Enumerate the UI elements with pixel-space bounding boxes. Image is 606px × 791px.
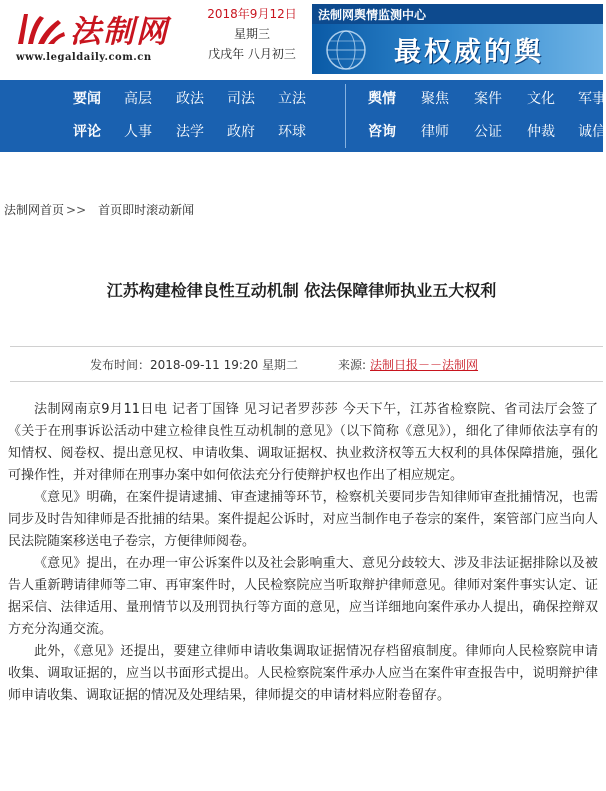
logo-url: www.legaldaily.com.cn: [16, 52, 152, 63]
banner-slogan: 最权威的舆: [394, 37, 544, 68]
opinion-center-banner[interactable]: [312, 4, 603, 74]
nav-item-huanqiu[interactable]: 环球: [278, 124, 306, 140]
article-paragraph-1: 法制网南京9月11日电 记者丁国锋 见习记者罗莎莎 今天下午，江苏省检察院、省司法厅会签了《关于在刑事诉讼活动中建立检律良性互动机制的意见》（以下简称《意见》），细化了律师依法享有的知情权、阅卷权、提出意见权、申请收集、调取证据权、执业救济权等五大权利的具体保障措施，强化可操作性，并对律师在刑事办案中如何依法充分行使辩护权也作出了相应规定。: [8, 402, 598, 483]
nav-item-jujiao[interactable]: 聚焦: [421, 91, 449, 107]
nav-item-wenhua[interactable]: 文化: [527, 91, 555, 107]
nav-item-lifa[interactable]: 立法: [278, 91, 306, 107]
article-title: 江苏构建检律良性互动机制 依法保障律师执业五大权利: [106, 281, 497, 300]
meta-bottom-divider: [10, 381, 603, 382]
breadcrumb-current-link[interactable]: 首页即时滚动新闻: [98, 203, 195, 217]
lunar-date: 戊戌年 八月初三: [208, 47, 296, 61]
nav-item-anjian[interactable]: 案件: [474, 91, 502, 107]
article-paragraph-2: 《意见》明确，在案件提请逮捕、审查逮捕等环节，检察机关要同步告知律师审查批捕情况，也需同步及时告知律师是否批捕的结果。案件提起公诉时，对应当制作电子卷宗的案件，案管部门应当向人民法院随案移送电子卷宗，方便律师阅卷。: [8, 490, 598, 549]
banner-title-bar: [312, 4, 603, 24]
source-link[interactable]: 法制日报－－法制网: [370, 358, 479, 372]
date-box: [200, 4, 304, 64]
nav-item-pinglun[interactable]: 评论: [73, 124, 101, 140]
nav-item-chengxin[interactable]: 诚信: [578, 124, 606, 140]
nav-item-renshi[interactable]: 人事: [124, 124, 152, 140]
nav-item-zhengfa[interactable]: 政法: [176, 91, 204, 107]
site-header: [0, 0, 603, 80]
article-paragraph-3: 《意见》提出，在办理一审公诉案件以及社会影响重大、意见分歧较大、涉及非法证据排除以及被告人重新聘请律师等二审、再审案件时，人民检察院应当听取辩护律师意见。律师对案件事实认定、证据采信、法律适用、量刑情节以及刑罚执行等方面的意见，应当详细地向案件承办人提出，确保控辩双方充分沟通交流。: [8, 556, 598, 637]
current-weekday: 星期三: [233, 27, 270, 41]
nav-item-yaowen[interactable]: 要闻: [73, 91, 101, 107]
nav-item-gaoceng[interactable]: 高层: [124, 91, 152, 107]
nav-item-zhongcai[interactable]: 仲裁: [527, 124, 555, 140]
nav-row-2: [0, 115, 606, 149]
nav-item-junshi[interactable]: 军事: [578, 91, 606, 107]
nav-item-yuqing[interactable]: 舆情: [368, 91, 396, 107]
nav-item-lvshi[interactable]: 律师: [421, 124, 449, 140]
nav-item-sifa[interactable]: 司法: [227, 91, 255, 107]
breadcrumb: [4, 201, 194, 218]
meta-top-divider: [10, 346, 603, 347]
logo-mark-icon: [14, 10, 66, 48]
source-label: 来源:: [337, 358, 367, 372]
nav-divider: [345, 84, 346, 148]
current-date: 2018年9月12日: [207, 7, 297, 21]
article-meta: [90, 356, 478, 373]
nav-item-zixun[interactable]: 咨询: [368, 124, 396, 140]
main-nav: [0, 80, 606, 152]
breadcrumb-home-link[interactable]: 法制网首页: [4, 203, 65, 217]
nav-item-gongzheng[interactable]: 公证: [474, 124, 502, 140]
article-paragraph-4: 此外，《意见》还提出，要建立律师申请收集调取证据情况存档留痕制度。律师向人民检察院申请收集、调取证据的，应当以书面形式提出。人民检察院案件承办人应当在案件审查报告中，说明辩护律师申请收集、调取证据的情况及处理结果，律师提交的申请材料应附卷留存。: [8, 644, 598, 703]
banner-title: 法制网舆情监测中心: [318, 8, 427, 22]
globe-icon: [316, 28, 376, 72]
publish-time: 2018-09-11 19:20 星期二: [150, 358, 298, 372]
nav-item-faxue[interactable]: 法学: [176, 124, 204, 140]
nav-row-1: [0, 82, 606, 116]
publish-label: 发布时间：: [90, 358, 151, 372]
logo-text: 法制网: [70, 14, 169, 50]
nav-item-zhengfu[interactable]: 政府: [227, 124, 255, 140]
breadcrumb-separator: >>: [66, 203, 87, 217]
site-logo[interactable]: [4, 4, 204, 78]
article-body: [8, 399, 598, 707]
